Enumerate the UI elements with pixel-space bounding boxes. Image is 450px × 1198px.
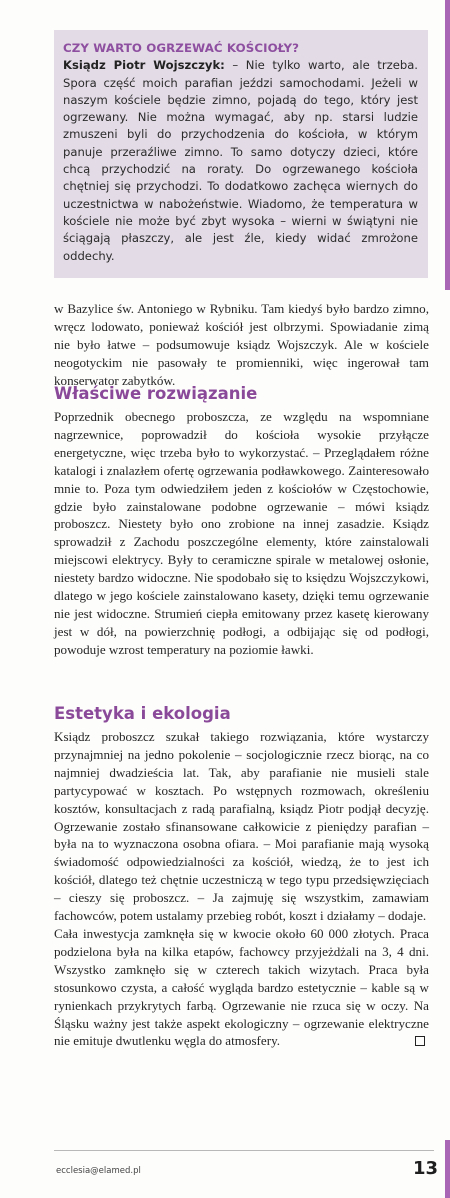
accent-strip-bottom (445, 1140, 450, 1198)
section-heading-estetyka-i-ekologia: Estetyka i ekologia (54, 704, 231, 723)
sidebar-box-title: CZY WARTO OGRZEWAĆ KOŚCIOŁY? (63, 41, 300, 55)
section2-paragraph: Ksiądz proboszcz szukał takiego rozwiązania, które wystarczy przynajmniej na jedno pokolenie – socjologicznie rzecz biorąc, na co najmniej dwadzieścia lat. Tak, aby parafianie nie musieli stale partycypować w kosztach. Po wstępnych rozmowach, określeniu kosztów, konsultacjach z radą parafialną, ksiądz Piotr podjął decyzję. Ogrzewanie zostało sfinansowane całkowicie z pieniędzy parafian – była na to wyznaczona osobna ofiara. – Moi parafianie mają wysoką świadomość odpowiedzialności za kościół, wiedzą, że to jest ich kościół, dlatego też chętnie uczestniczą w tego typu przedsięwzięciach – cieszy się proboszcz. – Ja zajmuję się wszystkim, zamawiam fachowców, potem ustalamy przebieg robót, koszt i działamy – dodaje. (54, 729, 429, 924)
footer-divider (54, 1150, 434, 1151)
intro-paragraph: w Bazylice św. Antoniego w Rybniku. Tam kiedyś było bardzo zimno, wręcz lodowato, ponieważ kościół jest olbrzymi. Spowiadanie zimą nie było łatwe – podsumowuje ksiądz Wojszczyk. Ale w kościele neogotyckim nie pasowały te promienniki, więc ingerował tam konserwator zabytków. (54, 301, 429, 388)
section2-paragraph-2-text: Cała inwestycja zamknęła się w kwocie około 60 000 złotych. Praca podzielona była na kilka etapów, fachowcy przyjeżdżali na 3, 4 dni. Wszystko zamknęło się w czterech takich wizytach. Praca była stosunkowo czysta, a całość wygląda bardzo estetycznie – kable są w rynienkach przykrytych farbą. Ogrzewanie nie rzuca się w oczy. Na Śląsku ważny jest także aspekt ekologiczny – ogrzewanie elektryczne nie emituje dwutlenku węgla do atmosfery. (54, 925, 429, 1049)
footer-email: ecclesia@elamed.pl (56, 1166, 141, 1176)
accent-strip-top (445, 0, 450, 290)
page-number: 13 (412, 1158, 438, 1179)
section-estetyka-i-ekologia (54, 728, 429, 1050)
section2-paragraph-2 (54, 925, 429, 1050)
sidebar-box-lead: Ksiądz Piotr Wojszczyk: (63, 58, 225, 73)
sidebar-box-body (63, 57, 418, 265)
section-wlasciwe-rozwiazanie (54, 408, 429, 659)
article-intro (54, 300, 429, 390)
sidebar-box (54, 30, 428, 278)
section1-paragraph: Poprzednik obecnego proboszcza, ze względu na wspomniane nagrzewnice, poprowadził do kościoła wysokie przyłącze energetyczne, więc trzeba było to wykorzystać. – Przeglądałem różne katalogi i znalazłem ofertę ogrzewania podławkowego. Zainteresowało mnie to. Poza tym odwiedziłem jeden z kościołów w Częstochowie, gdzie było zainstalowane podobne ogrzewanie – mówi ksiądz proboszcz. Niestety było ono zrobione na innej zasadzie. Ksiądz sprowadził z Zachodu poszczególne elementy, które zainstalowali miejscowi elektrycy. Były to ceramiczne spirale w metalowej osłonie, niestety bardzo widoczne. Nie spodobało się to księdzu Wojszczykowi, dlatego w jego kościele zainstalowano kasety, dzięki temu ogrzewanie nie jest widoczne. Strumień ciepła emitowany przez kasetę kierowany jest w dół, na powierzchnię podłogi, a odbijając się od podłogi, powoduje wzrost temperatury na poziomie ławki. (54, 409, 429, 657)
section-heading-wlasciwe-rozwiazanie: Właściwe rozwiązanie (54, 384, 258, 403)
sidebar-box-text: – Nie tylko warto, ale trzeba. Spora część moich parafian jeździ samochodami. Jeżeli w naszym kościele będzie zimno, pojadą do tego, który jest ogrzewany. Nie można wymagać, aby np. starsi ludzie zmuszeni byli do przychodzenia do kościoła, w którym panuje przeraźliwe zimno. To samo dotyczy dzieci, które chcą przychodzić na roraty. Do ogrzewanego kościoła chętniej się przychodzi. To dodatkowo zachęca wiernych do uczestnictwa w nabożeństwie. Wiadomo, że temperatura w kościele nie może być zbyt wysoka – wierni w świątyni nie ściągają płaszczy, ale jest źle, kiedy widać zmrożone oddechy. (63, 58, 418, 263)
end-of-article-icon (415, 1036, 425, 1046)
